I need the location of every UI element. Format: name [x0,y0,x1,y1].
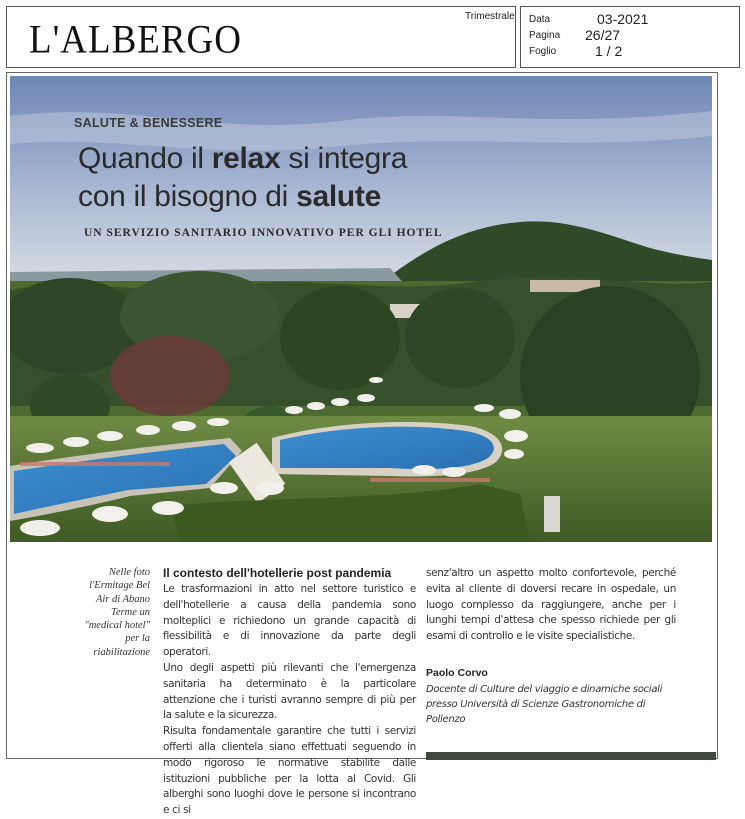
data-value: 03-2021 [597,11,649,27]
issue-metadata-box [520,6,740,68]
paragraph: senz'altro un aspetto molto confortevole, perché evita al cliente di doversi recare in ospedale, un luogo complesso da raggiungere, anche per i lunghi tempi d'attesa che spesso richiede per gli esami di controllo e le visite specialistiche. [426,567,676,643]
data-label: Data [529,14,551,25]
headline-highlight-salute: salute [296,180,381,213]
article-column-1 [163,566,416,819]
headline-text: con il bisogno di [78,180,297,213]
author-name: Paolo Corvo [426,666,488,679]
article-column-2 [426,566,676,727]
periodicity-label: Trimestrale [465,11,515,22]
paragraph: Risulta fondamentale garantire che tutti i servizi offerti alla clientela siano effettuati seguendo in modo rigoroso le normative stabilite dalle istituzioni pubbliche per la lotta al Covid. Gli alberghi sono luoghi dove le persone si incontrano e ci si [163,725,416,817]
foglio-value: 1 / 2 [595,43,623,59]
headline-line-2 [78,180,381,214]
section-title: Il contesto dell'hotellerie post pandemia [163,566,392,580]
publication-logo: L'ALBERGO [29,18,242,63]
foglio-label: Foglio [529,46,557,57]
headline-line-1 [78,142,407,176]
photo-caption: Nelle foto l'Ermitage Bel Air di Abano Terme un "medical hotel" per la riabilitazione [84,567,150,658]
headline-text: si integra [280,142,408,175]
section-kicker: SALUTE & BENESSERE [74,116,223,130]
masthead [6,6,516,68]
pagina-value: 26/27 [585,27,621,43]
paragraph: Le trasformazioni in atto nel settore turistico e dell'hotellerie a causa della pandemia sono molteplici e richiedono un grande capacità di flessibilità e di innovazione da parte degli operatori. [163,583,416,659]
subheadline: UN SERVIZIO SANITARIO INNOVATIVO PER GLI HOTEL [84,227,443,239]
paragraph: Uno degli aspetti più rilevanti che l'emergenza sanitaria ha determinato è la particolare attenzione che i turisti avranno sempre di più per la salute e la sicurezza. [163,661,416,722]
author-role: Docente di Culture del viaggio e dinamiche sociali presso Università di Scienze Gastronomiche di Pollenzo [426,683,663,725]
headline-text: Quando il [78,142,212,175]
headline-highlight-relax: relax [211,142,281,175]
pagina-label: Pagina [529,30,561,41]
